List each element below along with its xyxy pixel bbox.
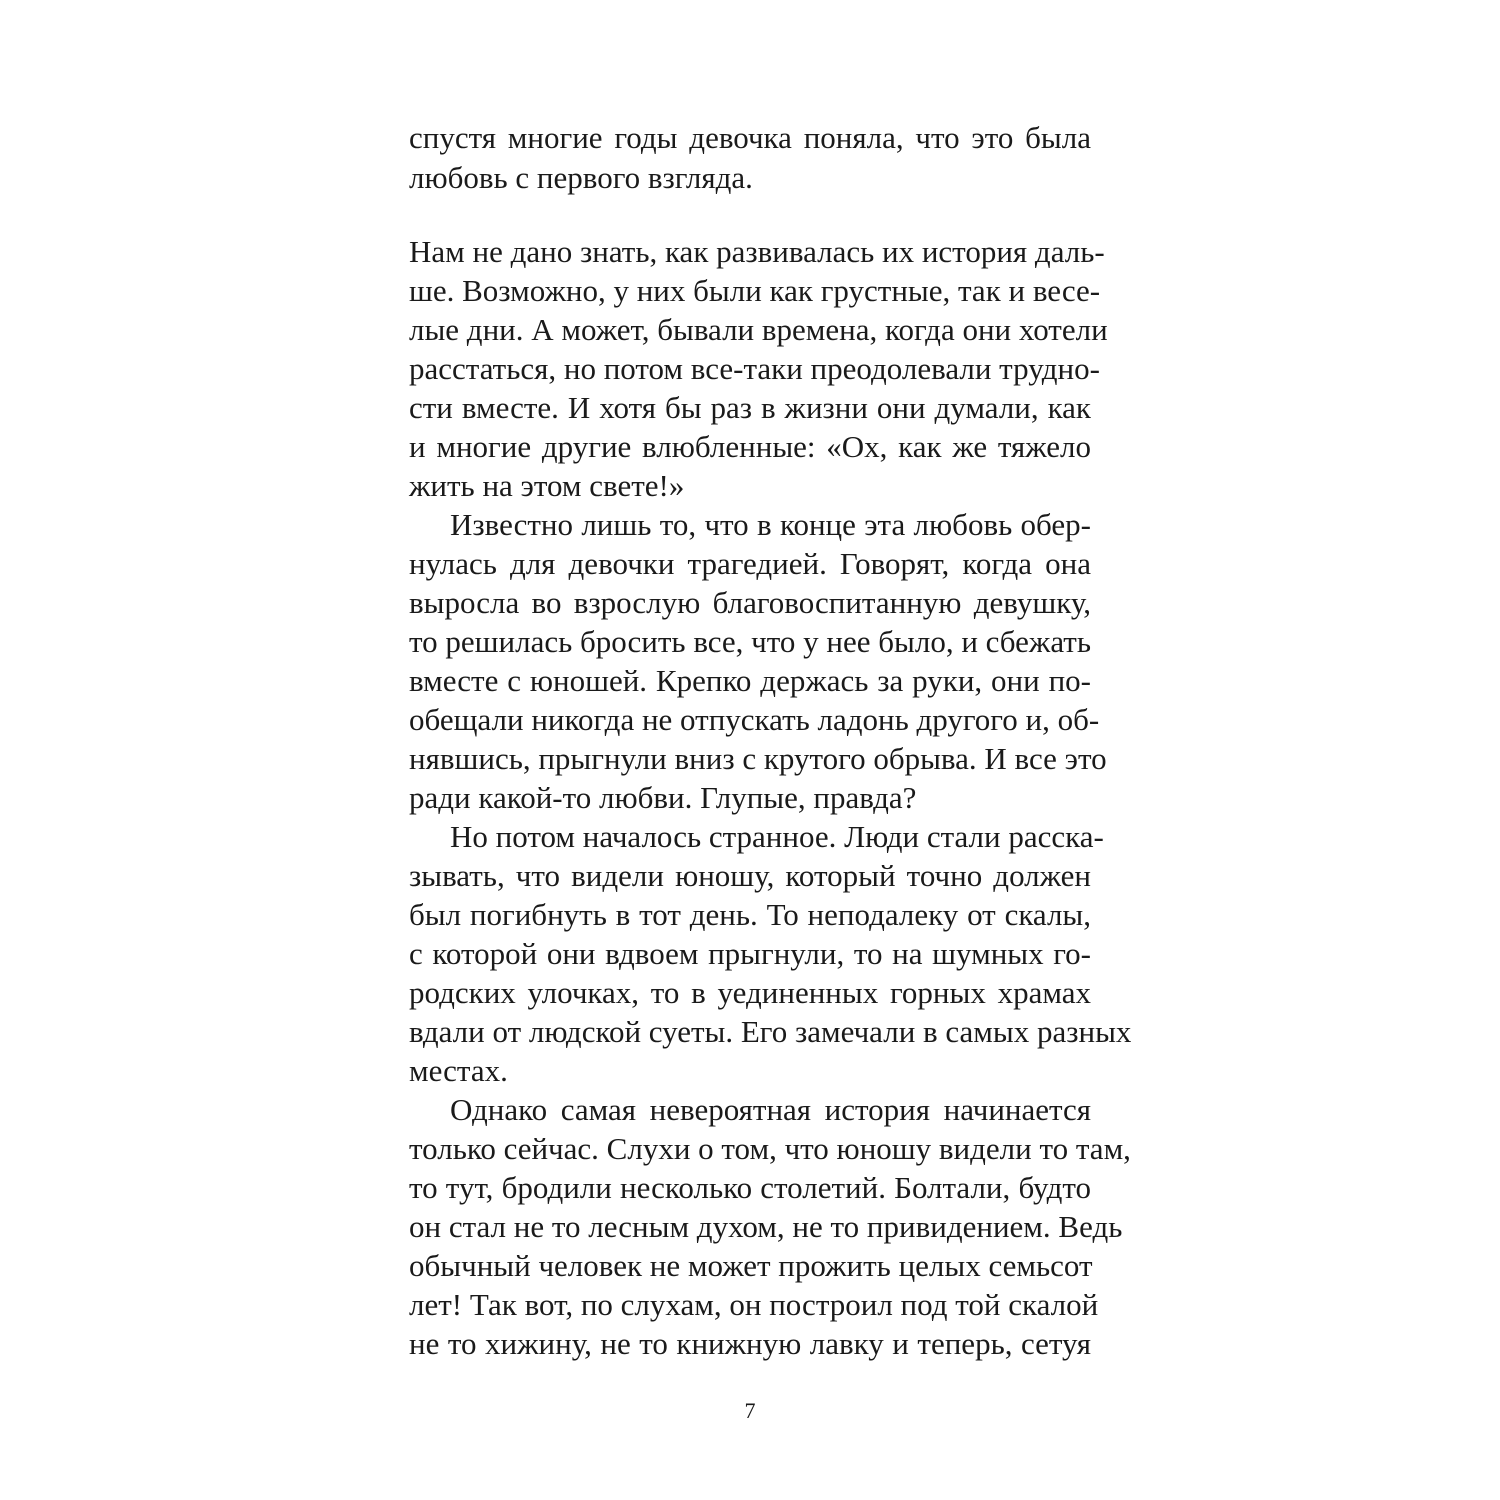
- text-line: Нам не дано знать, как развивалась их история даль-: [409, 234, 1105, 269]
- text-line: только сейчас. Слухи о том, что юношу видели то там,: [409, 1131, 1131, 1166]
- text-line: выросла во взрослую благовоспитанную девушку,: [409, 585, 1091, 620]
- text-line: зывать, что видели юношу, который точно должен: [409, 858, 1091, 893]
- text-line: нулась для девочки трагедией. Говорят, когда она: [409, 546, 1091, 581]
- text-line: Но потом началось странное. Люди стали расска-: [450, 819, 1104, 854]
- text-line: любовь с первого взгляда.: [409, 160, 753, 195]
- text-line: нявшись, прыгнули вниз с крутого обрыва. И все это: [409, 741, 1107, 776]
- text-line: и многие другие влюбленные: «Ох, как же тяжело: [409, 429, 1091, 464]
- text-line: лые дни. А может, бывали времена, когда они хотели: [409, 312, 1108, 347]
- text-line: спустя многие годы девочка поняла, что это была: [409, 120, 1091, 155]
- text-line: ради какой-то любви. Глупые, правда?: [409, 780, 917, 815]
- text-line: лет! Так вот, по слухам, он построил под той скалой: [409, 1287, 1099, 1322]
- text-line: Однако самая невероятная история начинается: [450, 1092, 1091, 1127]
- page-number: 7: [744, 1398, 756, 1423]
- text-line: обычный человек не может прожить целых семьсот: [409, 1248, 1093, 1283]
- text-line: с которой они вдвоем прыгнули, то на шумных го-: [409, 936, 1091, 971]
- text-line: он стал не то лесным духом, не то привидением. Ведь: [409, 1209, 1123, 1244]
- text-line: не то хижину, не то книжную лавку и теперь, сетуя: [409, 1326, 1091, 1361]
- text-line: то тут, бродили несколько столетий. Болтали, будто: [409, 1170, 1091, 1205]
- text-line: был погибнуть в тот день. То неподалеку от скалы,: [409, 897, 1091, 932]
- text-line: жить на этом свете!»: [409, 468, 685, 503]
- text-line: вдали от людской суеты. Его замечали в самых разных: [409, 1014, 1132, 1049]
- text-line: то решилась бросить все, что у нее было, и сбежать: [409, 624, 1091, 659]
- text-line: Известно лишь то, что в конце эта любовь обер-: [450, 507, 1091, 542]
- text-line: расстаться, но потом все-таки преодолевали трудно-: [409, 351, 1100, 386]
- text-line: обещали никогда не отпускать ладонь другого и, об-: [409, 702, 1100, 737]
- text-line: сти вместе. И хотя бы раз в жизни они думали, как: [409, 390, 1091, 425]
- text-line: вместе с юношей. Крепко держась за руки, они по-: [409, 663, 1091, 698]
- text-line: родских улочках, то в уединенных горных храмах: [409, 975, 1091, 1010]
- text-line: ше. Возможно, у них были как грустные, так и весе-: [409, 273, 1101, 308]
- text-line: местах.: [409, 1053, 508, 1088]
